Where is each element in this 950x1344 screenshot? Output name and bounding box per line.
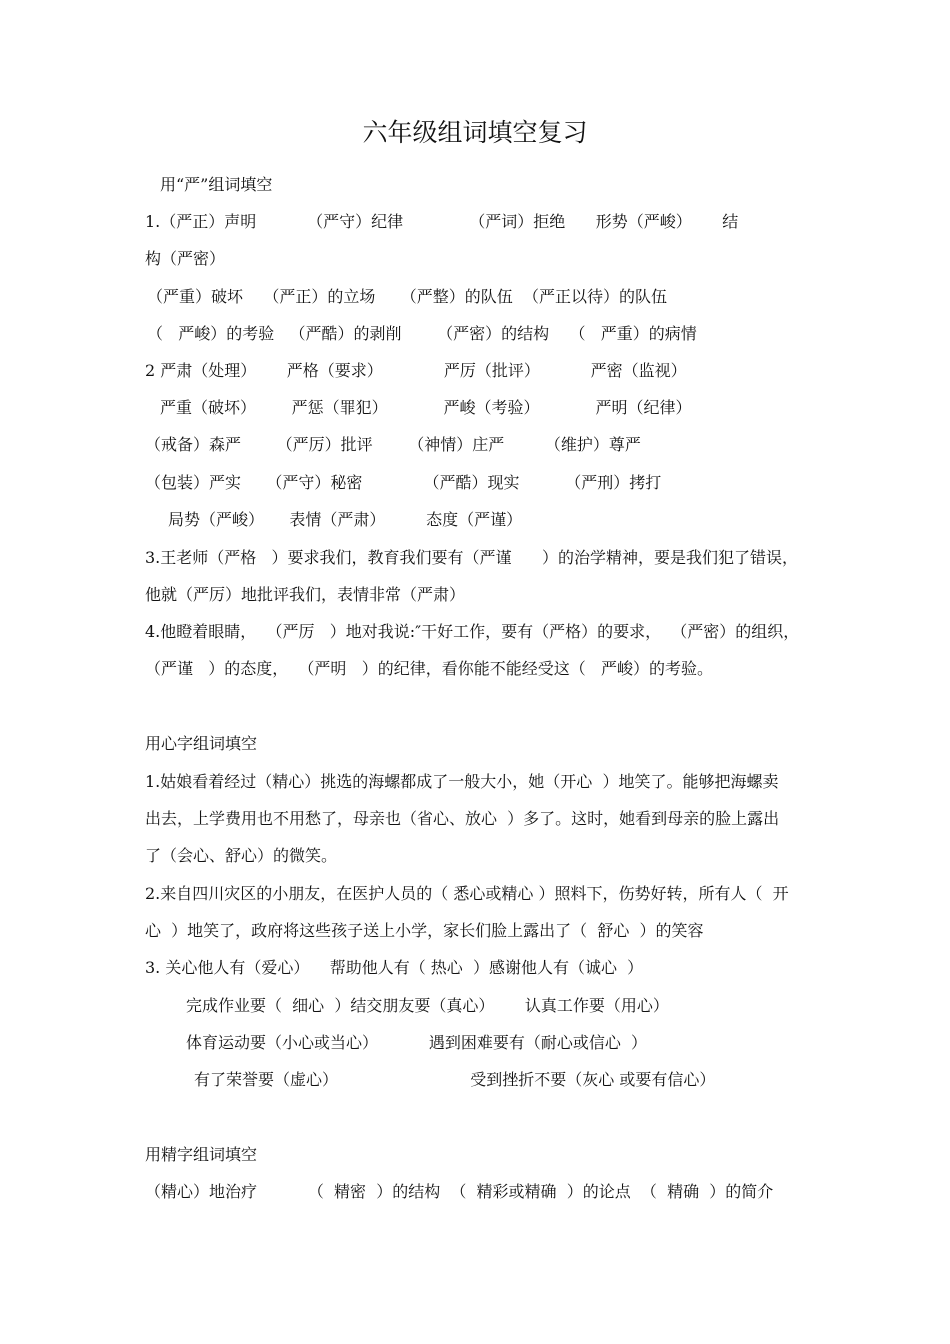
- text-line: （包装）严实 （严守）秘密 （严酷）现实 （严刑）拷打: [145, 473, 662, 492]
- text-line: 局势（严峻） 表情（严肃） 态度（严谨）: [168, 510, 523, 529]
- section-heading-jing: 用精字组词填空: [145, 1145, 258, 1164]
- text-line: 严重（破坏） 严惩（罪犯） 严峻（考验） 严明（纪律）: [160, 398, 692, 417]
- text-line: 2 严肃（处理） 严格（要求） 严厉（批评） 严密（监视）: [145, 361, 687, 380]
- text-line: 体育运动要（小心或当心） 遇到困难要有（耐心或信心 ）: [186, 1033, 648, 1052]
- text-line: （严谨 ）的态度， （严明 ）的纪律，看你能不能经受这（ 严峻）的考验。: [145, 659, 713, 678]
- text-line: 构（严密）: [145, 249, 226, 268]
- text-line: 3. 关心他人有（爱心） 帮助他人有（ 热心 ）感谢他人有（诚心 ）: [145, 958, 644, 977]
- section-heading-xin: 用心字组词填空: [145, 734, 258, 753]
- text-line: 心 ）地笑了，政府将这些孩子送上小学，家长们脸上露出了（ 舒心 ）的笑容: [145, 921, 704, 940]
- text-line: （ 严峻）的考验 （严酷）的剥削 （严密）的结构 （ 严重）的病情: [147, 324, 697, 343]
- text-line: （精心）地治疗 （ 精密 ）的结构 （ 精彩或精确 ）的论点 （ 精确 ）的简介: [145, 1182, 774, 1201]
- section-heading-yan: 用“严”组词填空: [160, 175, 273, 194]
- text-line: 他就（严厉）地批评我们，表情非常（严肃）: [145, 585, 466, 604]
- text-line: 4.他瞪着眼睛， （严厉 ）地对我说:″干好工作，要有（严格）的要求， （严密）的组织，: [145, 622, 800, 641]
- text-line: 1.（严正）声明 （严守）纪律 （严词）拒绝 形势（严峻） 结: [145, 212, 739, 231]
- text-line: 了（会心、舒心）的微笑。: [145, 846, 338, 865]
- text-line: （戒备）森严 （严厉）批评 （神情）庄严 （维护）尊严: [145, 435, 641, 454]
- text-line: 2.来自四川灾区的小朋友，在医护人员的（ 悉心或精心 ）照料下，伤势好转，所有人（ 开: [145, 884, 789, 903]
- text-line: 完成作业要（ 细心 ）结交朋友要（真心） 认真工作要（用心）: [186, 996, 669, 1015]
- text-line: （严重）破坏 （严正）的立场 （严整）的队伍 （严正以待）的队伍: [147, 287, 667, 306]
- text-line: 1.姑娘看着经过（精心）挑选的海螺都成了一般大小，她（开心 ）地笑了。能够把海螺卖: [145, 772, 779, 791]
- document-title: 六年级组词填空复习: [362, 118, 588, 147]
- text-line: 有了荣誉要（虚心） 受到挫折不要（灰心 或要有信心）: [194, 1070, 716, 1089]
- text-line: 出去，上学费用也不用愁了，母亲也（省心、放心 ）多了。这时，她看到母亲的脸上露出: [145, 809, 780, 828]
- text-line: 3.王老师（严格 ）要求我们，教育我们要有（严谨 ）的治学精神，要是我们犯了错误，: [145, 548, 799, 567]
